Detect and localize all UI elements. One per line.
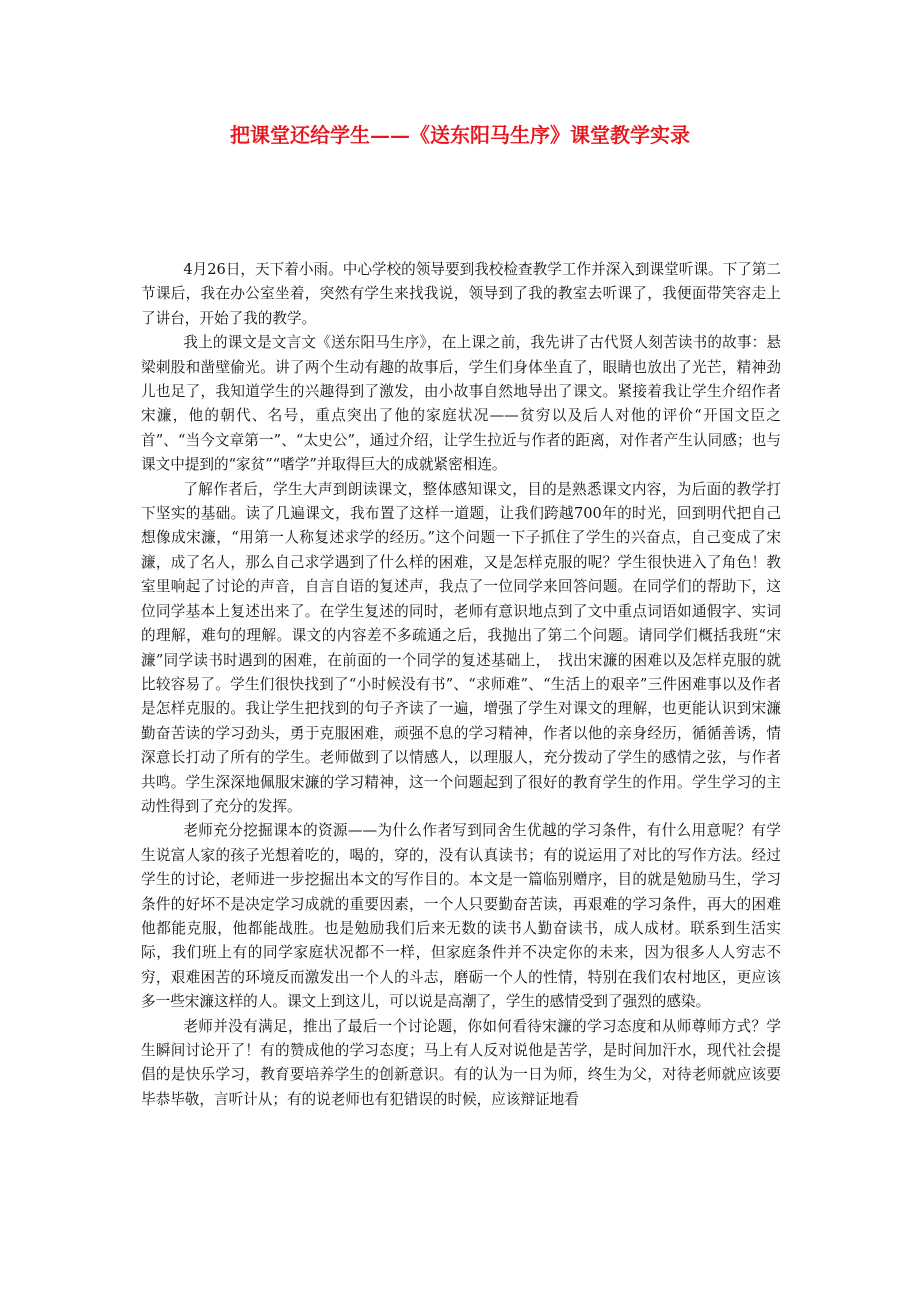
paragraph: 了解作者后，学生大声到朗读课文，整体感知课文，目的是熟悉课文内容，为后面的教学打下坚实的基础。读了几遍课文，我布置了这样一道题，让我们跨越700年的时光，回到明代把自己想像成宋濂，“用第一人称复述求学的经历。”这个问题一下子抓住了学生的兴奋点，自己变成了宋濂，成了名人，那么自己求学遇到了什么样的困难，又是怎样克服的呢？学生很快进入了角色！教室里响起了讨论的声音，自言自语的复述声，我点了一位同学来回答问题。在同学们的帮助下，这位同学基本上复述出来了。在学生复述的同时，老师有意识地点到了文中重点词语如通假字、实词的理解，难句的理解。课文的内容差不多疏通之后，我抛出了第二个问题。请同学们概括我班“宋濂”同学读书时遇到的困难，在前面的一个同学的复述基础上， 找出宋濂的困难以及怎样克服的就比较容易了。学生们很快找到了“小时候没有书”、“求师难”、“生活上的艰辛”三件困难事以及作者是怎样克服的。我让学生把找到的句子齐读了一遍，增强了学生对课文的理解，也更能认识到宋濂勤奋苦读的学习劲头，勇于克服困难，顽强不息的学习精神，作者以他的亲身经历，循循善诱，情深意长打动了所有的学生。老师做到了以情感人，以理服人，充分拨动了学生的感情之弦，与作者共鸣。学生深深地佩服宋濂的学习精神，这一个问题起到了很好的教育学生的作用。学生学习的主动性得到了充分的发挥。: [141, 480, 781, 815]
paragraph: 老师并没有满足，推出了最后一个讨论题，你如何看待宋濂的学习态度和从师尊师方式？学生瞬间讨论开了！有的赞成他的学习态度；马上有人反对说他是苦学，是时间加汗水，现代社会提倡的是快乐学习，教育要培养学生的创新意识。有的认为一日为师，终生为父，对待老师就应该要毕恭毕敬，言听计从；有的说老师也有犯错误的时候，应该辩证地看: [141, 1017, 781, 1108]
paragraph: 我上的课文是文言文《送东阳马生序》，在上课之前，我先讲了古代贤人刻苦读书的故事：悬梁刺股和凿壁偷光。讲了两个生动有趣的故事后，学生们身体坐直了，眼睛也放出了光芒，精神劲儿也足了，我知道学生的兴趣得到了激发，由小故事自然地导出了课文。紧接着我让学生介绍作者宋濂，他的朝代、名号，重点突出了他的家庭状况——贫穷以及后人对他的评价“开国文臣之首”、“当今文章第一”、“太史公”，通过介绍，让学生拉近与作者的距离，对作者产生认同感；也与课文中提到的“家贫”“嗜学”并取得巨大的成就紧密相连。: [141, 334, 781, 474]
document-title: 把课堂还给学生——《送东阳马生序》课堂教学实录: [230, 123, 690, 147]
paragraph: 4月26日，天下着小雨。中心学校的领导要到我校检查教学工作并深入到课堂听课。下了第二节课后，我在办公室坐着，突然有学生来找我说，领导到了我的教室去听课了，我便面带笑容走上了讲台，开始了我的教学。: [141, 261, 781, 327]
document-body: [141, 258, 781, 1112]
paragraph: 老师充分挖掘课本的资源——为什么作者写到同舍生优越的学习条件，有什么用意呢？有学生说富人家的孩子光想着吃的，喝的，穿的，没有认真读书；有的说运用了对比的写作方法。经过学生的讨论，老师进一步挖掘出本文的写作目的。本文是一篇临别赠序，目的就是勉励马生，学习条件的好坏不是决定学习成就的重要因素，一个人只要勤奋苦读，再艰难的学习条件，再大的困难他都能克服，他都能战胜。也是勉励我们后来无数的读书人勤奋读书，成人成材。联系到生活实际，我们班上有的同学家庭状况都不一样，但家庭条件并不决定你的未来，因为很多人人穷志不穷，艰难困苦的环境反而激发出一个人的斗志，磨砺一个人的性情，特别在我们农村地区，更应该多一些宋濂这样的人。课文上到这儿，可以说是高潮了，学生的感情受到了强烈的感染。: [141, 822, 781, 1011]
